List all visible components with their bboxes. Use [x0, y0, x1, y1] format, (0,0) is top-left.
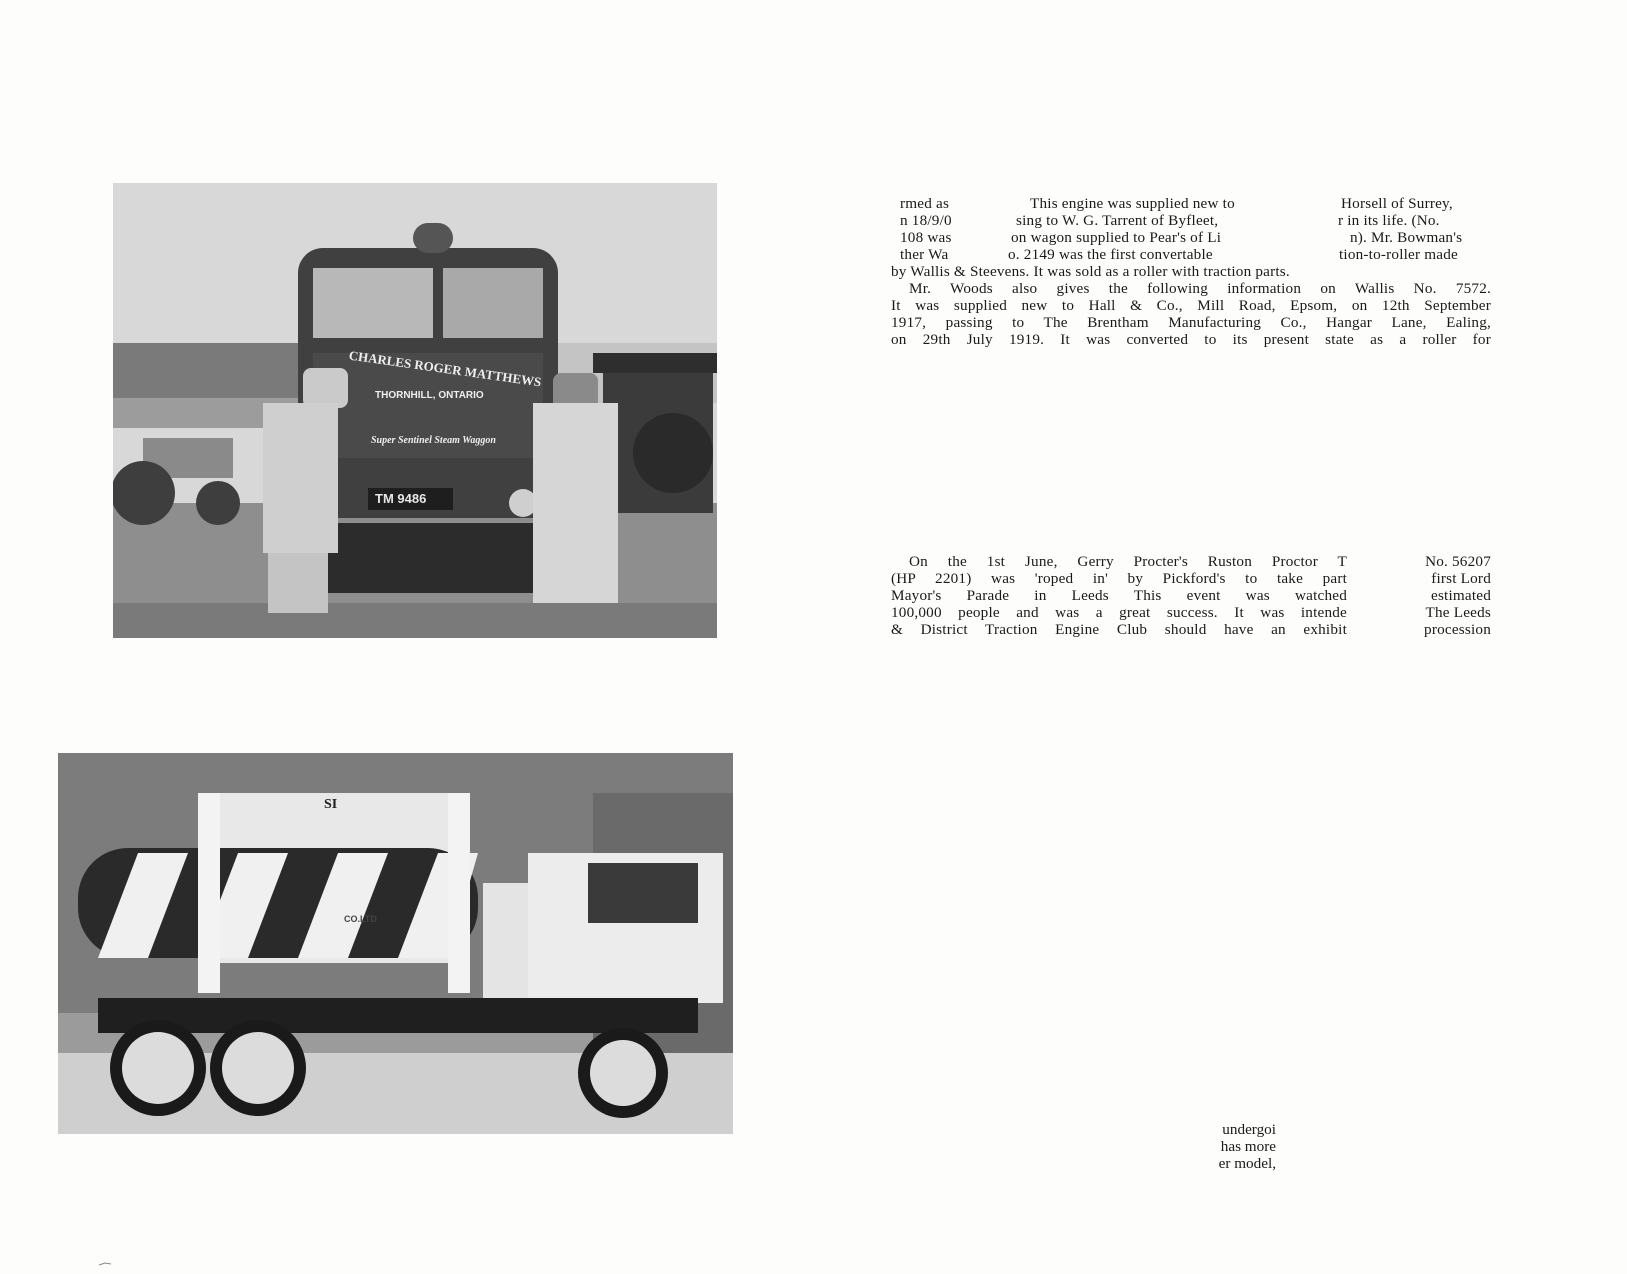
text-fragment: This engine was supplied new to — [1030, 195, 1235, 212]
text-fragment: o. 2149 was the first convertable — [1008, 246, 1213, 263]
text-fragment: has more — [1220, 1138, 1276, 1155]
truck-text-model: Super Sentinel Steam Waggon — [371, 435, 496, 446]
text-row — [891, 212, 1491, 229]
text-fragment: No. 56207 — [1425, 553, 1491, 570]
truck-text-name: CHARLES ROGER MATTHEWS — [347, 347, 543, 390]
text-line: 1917, passing to The Brentham Manufacturing Co., Hangar Lane, Ealing, — [891, 314, 1491, 331]
text-fragment: n 18/9/0 — [900, 212, 952, 229]
photo-sentinel-waggon — [113, 183, 717, 638]
text-fragment: n). Mr. Bowman's — [1350, 229, 1463, 246]
text-line: by Wallis & Steevens. It was sold as a roller with traction parts. — [891, 263, 1290, 280]
licence-plate: TM 9486 — [375, 491, 427, 506]
text-line: on 29th July 1919. It was converted to its present state as a roller for — [891, 331, 1491, 348]
article-block-wallis — [891, 195, 1491, 348]
text-line: Mr. Woods also gives the following information on Wallis No. 7572. — [909, 280, 1491, 297]
drum-lettering-company: CO.LTD — [344, 914, 377, 924]
text-fragment: tion-to-roller made — [1339, 246, 1458, 263]
text-line: 100,000 people and was a great success. It was intende — [891, 604, 1347, 621]
text-fragment: Horsell of Surrey, — [1341, 195, 1453, 212]
text-fragment: ther Wa — [900, 246, 949, 263]
text-row — [891, 246, 1491, 263]
text-line: (HP 2201) was 'roped in' by Pickford's to take part — [891, 570, 1347, 587]
text-row — [891, 229, 1491, 246]
text-line: It was supplied new to Hall & Co., Mill Road, Epsom, on 12th September — [891, 297, 1491, 314]
text-fragment: sing to W. G. Tarrent of Byfleet, — [1016, 212, 1219, 229]
text-fragment: 108 was — [900, 229, 952, 246]
text-fragment: er model, — [1218, 1155, 1276, 1172]
drum-lettering-main: SI — [324, 797, 338, 812]
text-fragment: on wagon supplied to Pear's of Li — [1011, 229, 1222, 246]
text-fragment: undergoi — [1222, 1121, 1276, 1138]
text-fragment: first Lord — [1431, 570, 1491, 587]
text-fragment: rmed as — [900, 195, 950, 212]
truck-text-place: THORNHILL, ONTARIO — [375, 390, 484, 401]
text-fragment: estimated — [1431, 587, 1491, 604]
text-row — [891, 195, 1491, 212]
ink-mark — [98, 1262, 112, 1266]
text-line: On the 1st June, Gerry Procter's Ruston Proctor T — [909, 553, 1347, 570]
photo-sentinel-mixer — [58, 753, 733, 1134]
text-fragment: r in its life. (No. — [1338, 212, 1440, 229]
text-fragment: The Leeds — [1425, 604, 1491, 621]
text-line: & District Traction Engine Club should have an exhibit — [891, 621, 1347, 638]
article-block-fragment — [1196, 1121, 1276, 1172]
text-fragment: procession — [1424, 621, 1491, 638]
text-line: Mayor's Parade in Leeds This event was watched — [891, 587, 1347, 604]
